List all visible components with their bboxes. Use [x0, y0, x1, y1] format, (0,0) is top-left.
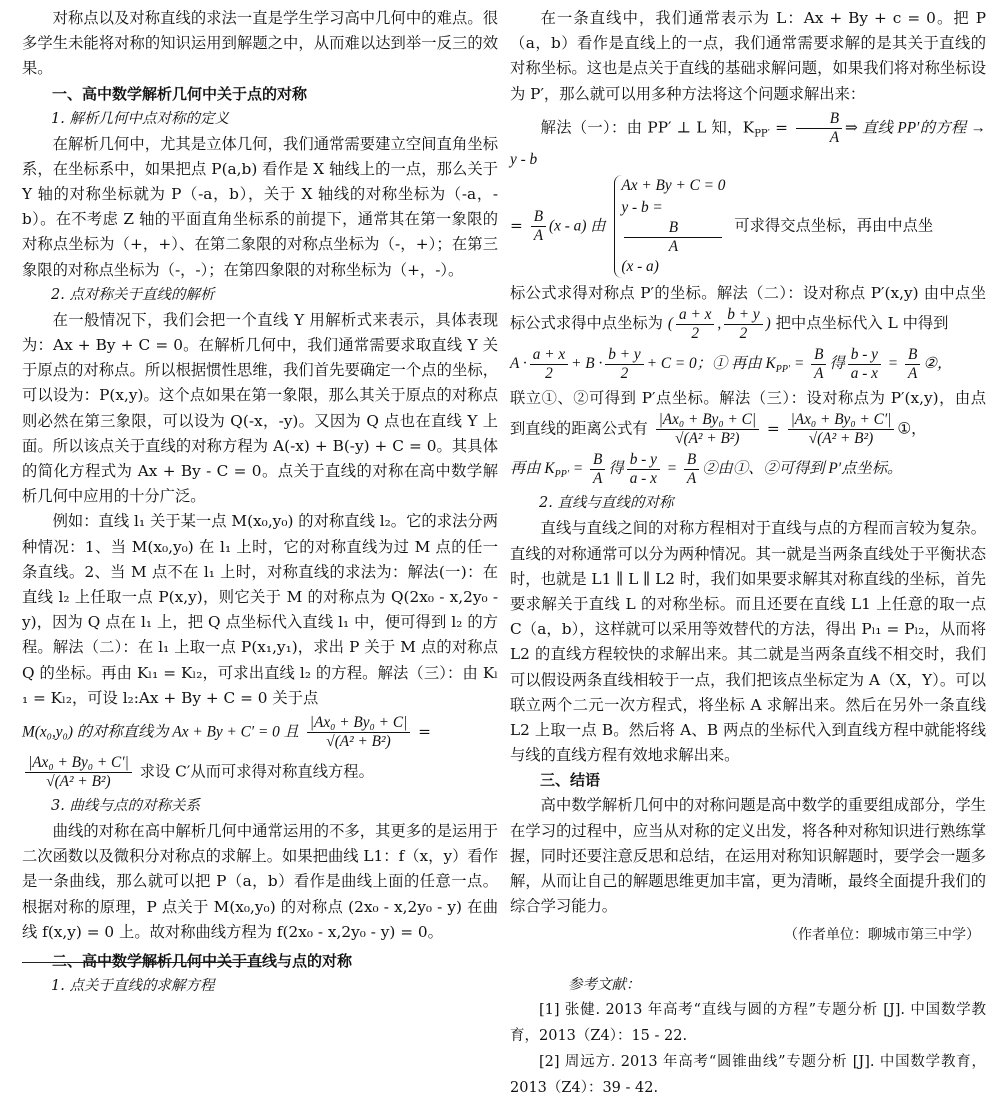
equation-part: ②，	[923, 355, 953, 373]
fraction-denominator: a - x	[629, 470, 657, 488]
ratio-fraction	[627, 451, 660, 488]
fraction-numerator: |Ax₀ + By₀ + C′|	[25, 754, 132, 773]
slope-subscript: PP′	[775, 364, 791, 376]
subsection4-heading: 1. 点关于直线的求解方程	[51, 978, 215, 995]
fraction-numerator: a + x	[676, 306, 714, 325]
example-paragraph: 例如：直线 l₁ 关于某一点 M(x₀,y₀) 的对称直线 l₂。它的求法分两种情况：1、当 M(x₀,y₀) 在 l₁ 上时，它的对称直线为过 M 点的任一条直线。2、当 M 点不在 l₁ 上时，对称直线的求法为：解法(一)：在直线 l₂ 上任取一点 P(x,y)，则它关于 M 的对称点为 Q(2x₀ - x,2y₀ - y)，因为 Q 点在 l₁ 上，把 Q 点坐标代入直线 l₁ 中，便可得到 l₂ 的方程。解法（二）：在 l₁ 上取一点 P(x₁,y₁)，求出 P 关于 M 点的对称点 Q 的坐标。再由 Kₗ₁ = Kₗ₂，可求出直线 l₂ 的方程。解法（三）：由 Kₗ₁ = Kₗ₂，可设 l₂:Ax + By + C = 0 关于点	[22, 512, 498, 707]
equals-sign: =	[510, 216, 528, 235]
fraction-numerator: |Ax₀ + By₀ + C′|	[788, 411, 895, 430]
fraction-denominator: A	[907, 365, 918, 383]
fraction-denominator: A	[686, 470, 697, 488]
fraction-numerator: B	[531, 208, 546, 227]
fraction-denominator: a - x	[850, 365, 878, 383]
equation-part: + B ·	[571, 355, 603, 373]
fraction-numerator: |Ax₀ + By₀ + C|	[307, 714, 410, 733]
solution2-text: 标公式求得对称点 P′的坐标。解法（二）：设对称点 P′(x,y) 由中点坐标公式求得中点坐标为	[510, 284, 986, 333]
system-intro: (x - a) 由	[549, 217, 606, 235]
distance-fraction-2	[788, 411, 895, 448]
references-heading: 参考文献：	[568, 977, 641, 994]
slope-fraction	[590, 451, 605, 488]
equals-sign: =	[790, 355, 809, 373]
distance-fraction-1	[656, 411, 759, 448]
reference-item: [1] 张健. 2013 年高考“直线与圆的方程”专题分析 [J]. 中国数学教育，2013（Z4）：15 - 22.	[510, 1002, 986, 1045]
subsection2-heading: 2. 点对称关于直线的解析	[51, 286, 215, 303]
ratio-fraction	[848, 346, 881, 383]
slope-subscript: PP′	[554, 469, 570, 481]
equation-part: ①，	[897, 419, 927, 438]
intro-paragraph: 对称点以及对称直线的求法一直是学生学习高中几何中的难点。很多学生未能将对称的知识运用到解题之中，从而难以达到举一反三的效果。	[22, 9, 498, 78]
point-line-paragraph: 在一般情况下，我们会把一个直线 Y 用解析式来表示，具体表现为：Ax + By + C = 0。在解析几何中，我们通常需要求取直线 Y 关于原点的对称点。所以根据惯性思维，我们首先要确定一个点的坐标，可以设为：P(x,y)。这个点如果在第一象限，那么其关于原点的对称点则必然在第三象限，可以设为 Q(-x，-y)。又因为 Q 点也在直线 Y 上面。所以该点关于直线的对称方程为 A(-x) + B(-y) + C = 0。其具体的简化方程式为 Ax + By - C = 0。点关于直线的对称在高中数学解析几何中应用的十分广泛。	[22, 310, 498, 506]
midpoint-x	[676, 306, 714, 343]
fraction-numerator: b - y	[627, 451, 660, 470]
solution2-continuation: 把中点坐标代入 L 中得到	[775, 314, 949, 333]
fraction-numerator: B	[684, 451, 699, 470]
conclusion-heading: 三、结语	[540, 771, 601, 790]
slope-fraction	[905, 346, 920, 383]
section1-heading: 一、高中数学解析几何中关于点的对称	[52, 84, 308, 103]
subsection3-heading: 3. 曲线与点的对称关系	[51, 798, 200, 815]
midpoint-y	[605, 346, 643, 383]
solution1-system-line	[510, 175, 986, 278]
fraction-denominator: 2	[691, 325, 699, 343]
fraction-numerator: b - y	[848, 346, 881, 365]
solution2-line	[510, 281, 986, 343]
solution1-text: 解法（一）：由 PP′ ⊥ L 知，K	[540, 118, 755, 137]
slope-fraction	[811, 346, 826, 383]
fraction-numerator: B	[905, 346, 920, 365]
curve-symmetry-paragraph: 曲线的对称在高中解析几何中通常运用的不多，其更多的是运用于二次函数以及微积分对称点的求解上。如果把曲线 L1：f（x，y）看作是一条曲线，那么就可以把 P（a，b）看作是曲线上面的任意一点。根据对称的原理，P 点关于 M(x₀,y₀) 的对称点 (2x₀ - x,2y₀ - y) 在曲线 f(x,y) = 0 上。故对称曲线方程为 f(2x₀ - x,2y₀ - y) = 0。	[22, 822, 498, 941]
right-column	[510, 6, 986, 1101]
fraction-numerator: b + y	[605, 346, 643, 365]
line-line-heading: 2. 直线与直线的对称	[539, 495, 674, 512]
distance-fraction-1	[307, 714, 410, 751]
fraction-denominator: A	[668, 238, 679, 256]
midpoint-y	[724, 306, 762, 343]
fraction-numerator: B	[796, 110, 842, 129]
author-affiliation: （作者单位：聊城市第三中学）	[784, 927, 980, 944]
fraction-denominator: 2	[545, 365, 553, 383]
equals-sign: =	[418, 722, 431, 741]
solution3-line: 联立①、②可得到 P′点坐标。解法（三）：设对称点为 P′(x,y)，由点到直线的距离公式有 $\frac{\text{|Ax₀ + By₀ + C|}}{\text{√(A² + B²)}}$ = $\frac{\text{|Ax₀ + By₀ + C′|}}{\text{√(A² + B²)}}$ ①，	[510, 389, 986, 448]
equals-sign: =	[569, 460, 588, 478]
equation-part: ②由①、②可得到 P′点坐标。	[702, 460, 903, 478]
footnote-divider	[22, 962, 262, 963]
solution3-text: 联立①、②可得到 P′点坐标。解法（三）：设对称点为 P′(x,y)，由点到直线的距离公式有	[510, 389, 986, 438]
distance-fraction-2	[25, 754, 132, 791]
fraction-denominator: A	[593, 470, 603, 488]
fraction-denominator: √(A² + B²)	[46, 773, 111, 791]
solution2-equation-line: A · $\frac{a + x}{2}$ + B · $\frac{b + y}{2}$ + C = 0；① 再由 $K_{PP'}$ = $\frac{B}{A}$ 得 $\frac{b - y}{a - x}$ = $\frac{B}{A}$ ②，	[510, 346, 953, 383]
equation-tail: 求设 C′从而可求得对称直线方程。	[139, 762, 374, 781]
equation-part: 得	[608, 460, 624, 478]
fraction-denominator: √(A² + B²)	[675, 430, 740, 448]
fraction-numerator: b + y	[724, 306, 762, 325]
line-equation-text: ⇒ 直线 PP′的方程 → y - b	[510, 119, 986, 168]
fraction-denominator: 2	[620, 365, 629, 383]
equation-lead: M(x₀,y₀) 的对称直线为 Ax + By + C′ = 0 且	[22, 723, 299, 741]
fraction-numerator: a + x	[530, 346, 568, 365]
fraction-numerator: B	[590, 451, 605, 470]
fraction-numerator: B	[624, 219, 722, 238]
left-column	[22, 6, 498, 999]
fraction-denominator: A	[829, 128, 840, 146]
fraction-denominator: √(A² + B²)	[808, 430, 874, 448]
equation-part: A ·	[510, 355, 527, 373]
fraction-denominator: √(A² + B²)	[326, 733, 391, 751]
midpoint-coordinates: ( $\frac{a + x}{2}$ , $\frac{b + y}{2}$ )	[667, 306, 771, 343]
slope-subscript: PP′	[754, 128, 770, 140]
midpoint-x	[530, 346, 568, 383]
equation-part: + C = 0；① 再由 K	[646, 355, 776, 373]
fraction-denominator: A	[814, 365, 824, 383]
slope-fraction	[684, 451, 699, 488]
slope-fraction	[531, 208, 546, 245]
section2-heading: 二、高中数学解析几何中关于直线与点的对称	[52, 952, 353, 971]
conclusion-paragraph: 高中数学解析几何中的对称问题是高中数学的重要组成部分，学生在学习的过程中，应当从对称的定义出发，将各种对称知识进行熟练掌握，同时还要注意反思和总结，在运用对称知识解题时，要学会一题多解，从而让自己的解题思维更加丰富，更为清晰，最终全面提升我们的综合学习能力。	[510, 796, 986, 916]
system-equation-2-tail: (x - a)	[621, 258, 659, 276]
equals-sign: =	[769, 118, 794, 137]
fraction-denominator: A	[533, 227, 544, 245]
example-equation-line	[22, 714, 498, 751]
line-line-paragraph: 直线与直线之间的对称方程相对于直线与点的方程而言较为复杂。直线的对称通常可以分为两种情况。其一就是当两条直线处于平衡状态时，也就是 L1 ∥ L ∥ L2 时，我们如果要求解其对称直线的坐标，首先要求解关于直线 L 的对称坐标。而且还要在直线 L1 上任意的取一点 C（a，b），这样就可以采用等效替代的方法，得出 Pₗ₁ = Pₗ₂，从而将 L2 的直线方程较快的求解出来。其二就是当两条直线不相交时，我们可以假设两条直线相较于一点，我们把该点坐标定为 A（X，Y）。可以联立两个二元一次方程式，将坐标 A 求解出来。然后在另外一条直线 L2 上取一点 B。然后将 A、B 两点的坐标代入到直线方程中就能将线与线的直线方程有效地求解出来。	[510, 519, 986, 765]
slope-fraction	[796, 110, 842, 147]
fraction-numerator: |Ax₀ + By₀ + C|	[656, 411, 759, 430]
solution1-line	[510, 110, 986, 172]
reference-item: [2] 周远方. 2013 年高考“圆锥曲线”专题分析 [J]. 中国数学教育，2013（Z4）：39 - 42.	[510, 1054, 986, 1097]
system-equation-2	[621, 197, 725, 278]
slope-fraction	[624, 219, 722, 256]
equation-part: 得	[829, 355, 845, 373]
example-equation-line-2	[22, 754, 498, 791]
solution1-continuation: 可求得交点坐标，再由中点坐	[734, 216, 934, 235]
system-equation-2-lead: y - b =	[621, 199, 663, 217]
fraction-denominator: 2	[739, 325, 748, 343]
fraction-numerator: B	[811, 346, 826, 365]
equation-part: 再由 K	[510, 460, 555, 478]
line-point-paragraph: 在一条直线中，我们通常表示为 L：Ax + By + c = 0。把 P（a，b）看作是直线上的一点，我们通常需要求解的是其关于直线的对称坐标。这也是点关于直线的基础求解问题，如果我们将对称坐标设为 P′，那么就可以用多种方法将这个问题求解出来：	[510, 9, 986, 103]
equation-system	[614, 175, 725, 278]
system-equation-1: Ax + By + C = 0	[621, 177, 726, 195]
solution3-equation-line: 再由 $K_{PP'}$ = $\frac{B}{A}$ 得 $\frac{b - y}{a - x}$ = $\frac{B}{A}$ ②由①、②可得到 P′点坐标。	[510, 451, 903, 488]
subsection1-heading: 1. 解析几何中点对称的定义	[51, 110, 229, 127]
point-symmetry-paragraph: 在解析几何中，尤其是立体几何，我们通常需要建立空间直角坐标系，在坐标系中，如果把点 P(a,b) 看作是 X 轴线上的一点，那么关于 Y 轴的对称坐标就为 P（-a，b），关于 X 轴线的对称坐标为（-a，-b）。在不考虑 Z 轴的平面直角坐标系的前提下，通常其在第一象限的对称点坐标为（+，+）、在第二象限的对称点坐标为（-，+）；在第三象限的对称点坐标为（-，-）；在第四象限的对称坐标为（+，-）。	[22, 134, 498, 279]
